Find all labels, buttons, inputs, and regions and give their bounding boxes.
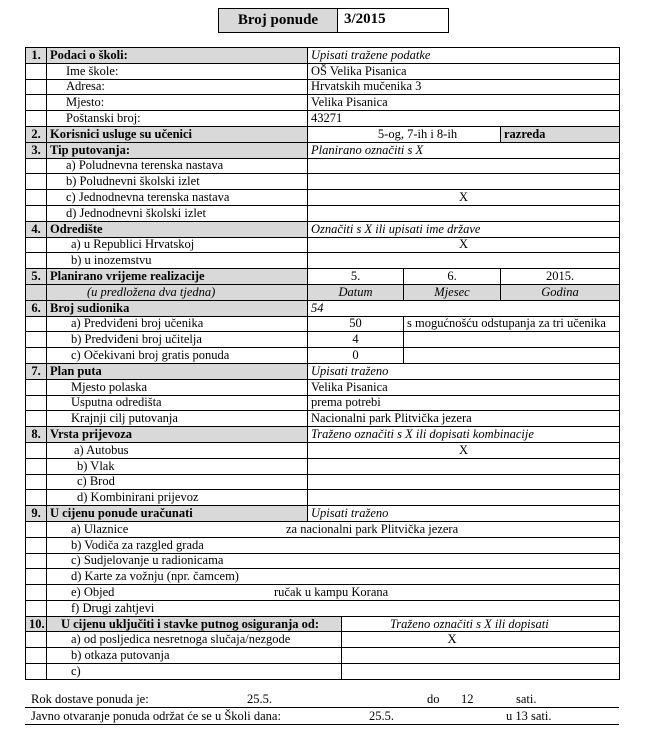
date-month-field[interactable]: 6. <box>404 269 501 285</box>
section-hint: Traženo označiti s X ili dopisati <box>342 616 620 632</box>
insurance-option: a) od posljedica nesretnoga slučaja/nezgode <box>47 632 342 648</box>
public-opening-label: Javno otvaranje ponuda održat će se u Školi dana: <box>31 709 281 723</box>
deadline-until: do <box>427 692 440 706</box>
section-3-header <box>26 142 620 158</box>
transport-option: b) Vlak <box>47 458 308 474</box>
table-row <box>26 442 620 458</box>
included-item[interactable]: c) Sudjelovanje u radionicama <box>47 553 620 569</box>
table-row <box>26 379 620 395</box>
table-row <box>26 411 620 427</box>
destination-mark-field[interactable]: X <box>308 237 620 253</box>
final-destination-label: Krajnji cilj putovanja <box>47 411 308 427</box>
table-row <box>26 664 620 680</box>
section-number: 7. <box>26 363 47 379</box>
offer-deadline-row <box>25 691 619 707</box>
section-1-header <box>26 48 620 64</box>
destination-option: a) u Republici Hrvatskoj <box>47 237 308 253</box>
section-6-header <box>26 300 620 316</box>
classes-suffix: razreda <box>501 126 620 142</box>
included-item[interactable]: f) Drugi zahtjevi <box>47 600 620 616</box>
section-title: Odredište <box>47 221 308 237</box>
section-number: 1. <box>26 48 47 64</box>
included-item-label: e) Objed <box>71 584 115 599</box>
included-item-label: a) Ulaznice <box>71 521 129 536</box>
city-label: Mjesto: <box>47 95 308 111</box>
table-row <box>26 521 620 537</box>
section-title: Korisnici usluge su učenici <box>47 126 308 142</box>
address-label: Adresa: <box>47 79 308 95</box>
included-item-value: ručak u kampu Korana <box>274 584 389 599</box>
insurance-mark-field[interactable]: X <box>342 632 620 648</box>
section-subtitle: (u predložena dva tjedna) <box>47 284 308 300</box>
included-item[interactable]: b) Vodiča za razgled grada <box>47 537 620 553</box>
free-offers-field[interactable]: 0 <box>308 348 404 364</box>
transport-option: a) Autobus <box>47 442 308 458</box>
offer-number-value[interactable]: 3/2015 <box>344 11 386 27</box>
section-number: 6. <box>26 300 47 316</box>
date-day-label: Datum <box>308 284 404 300</box>
table-row <box>26 348 620 364</box>
offer-number-box <box>218 8 449 33</box>
city-field[interactable]: Velika Pisanica <box>308 95 620 111</box>
school-name-label: Ime škole: <box>47 63 308 79</box>
insurance-mark-field[interactable] <box>342 664 620 680</box>
postal-code-label: Poštanski broj: <box>47 111 308 127</box>
table-row <box>26 158 620 174</box>
offer-form-table <box>25 47 620 680</box>
table-row <box>26 205 620 221</box>
section-number: 2. <box>26 126 47 142</box>
student-classes-field[interactable]: 5-og, 7-ih i 8-ih <box>308 126 501 142</box>
participants-label: a) Predviđeni broj učenika <box>47 316 308 332</box>
section-7-header <box>26 363 620 379</box>
public-opening-date[interactable]: 25.5. <box>369 709 394 723</box>
public-opening-row <box>25 708 619 724</box>
school-name-field[interactable]: OŠ Velika Pisanica <box>308 63 620 79</box>
date-year-label: Godina <box>501 284 620 300</box>
section-hint: Označiti s X ili upisati ime države <box>308 221 620 237</box>
insurance-mark-field[interactable] <box>342 648 620 664</box>
table-row <box>26 490 620 506</box>
table-row <box>26 316 620 332</box>
section-number: 10. <box>26 616 47 632</box>
table-row <box>26 600 620 616</box>
section-hint: Planirano označiti s X <box>308 142 620 158</box>
trip-type-option: a) Poludnevna terenska nastava <box>47 158 308 174</box>
deadline-label: Rok dostave ponuda je: <box>31 692 149 706</box>
table-row <box>26 632 620 648</box>
section-title: Broj sudionika <box>47 300 308 316</box>
table-row <box>26 253 620 269</box>
transport-mark-field[interactable]: X <box>308 442 620 458</box>
deadline-hour[interactable]: 12 <box>461 692 474 706</box>
table-row <box>26 332 620 348</box>
departure-label: Mjesto polaska <box>47 379 308 395</box>
section-8-header <box>26 427 620 443</box>
departure-field[interactable]: Velika Pisanica <box>308 379 620 395</box>
included-item[interactable]: d) Karte za vožnju (npr. čamcem) <box>47 569 620 585</box>
trip-type-mark-field[interactable] <box>308 158 620 174</box>
table-row <box>26 79 620 95</box>
section-number: 9. <box>26 506 47 522</box>
table-row <box>26 648 620 664</box>
transport-mark-field[interactable] <box>308 474 620 490</box>
divider <box>25 724 619 725</box>
table-row <box>26 63 620 79</box>
postal-code-field[interactable]: 43271 <box>308 111 620 127</box>
table-row <box>26 237 620 253</box>
section-2-header <box>26 126 620 142</box>
section-title: Tip putovanja: <box>47 142 308 158</box>
table-row <box>26 474 620 490</box>
table-row <box>26 111 620 127</box>
section-number: 5. <box>26 269 47 285</box>
final-destination-field[interactable]: Nacionalni park Plitvička jezera <box>308 411 620 427</box>
deadline-date[interactable]: 25.5. <box>247 692 272 706</box>
table-row <box>26 553 620 569</box>
section-4-header <box>26 221 620 237</box>
table-row <box>26 174 620 190</box>
table-row <box>26 190 620 206</box>
trip-type-mark-field[interactable]: X <box>308 190 620 206</box>
table-row <box>26 537 620 553</box>
section-number: 8. <box>26 427 47 443</box>
section-title: U cijenu uključiti i stavke putnog osiguranja od: <box>47 616 342 632</box>
section-5-header <box>26 269 620 285</box>
insurance-option: c) <box>47 664 342 680</box>
transport-mark-field[interactable] <box>308 490 620 506</box>
section-number: 4. <box>26 221 47 237</box>
trip-type-mark-field[interactable] <box>308 205 620 221</box>
date-year-field[interactable]: 2015. <box>501 269 620 285</box>
section-title: Planirano vrijeme realizacije <box>47 269 308 285</box>
date-month-label: Mjesec <box>404 284 501 300</box>
trip-type-option: d) Jednodnevni školski izlet <box>47 205 308 221</box>
table-row <box>26 284 620 300</box>
table-row <box>26 585 620 601</box>
destination-option: b) u inozemstvu <box>47 253 308 269</box>
included-item[interactable] <box>47 585 620 601</box>
section-number: 3. <box>26 142 47 158</box>
section-hint: Traženo označiti s X ili dopisati kombinacije <box>308 427 620 443</box>
destination-mark-field[interactable] <box>308 253 620 269</box>
students-count-field[interactable]: 50 <box>308 316 404 332</box>
section-title: Podaci o školi: <box>47 48 308 64</box>
section-hint: Upisati traženo <box>308 363 620 379</box>
insurance-option: b) otkaza putovanja <box>47 648 342 664</box>
section-title: Plan puta <box>47 363 308 379</box>
table-row <box>26 458 620 474</box>
transport-mark-field[interactable] <box>308 458 620 474</box>
section-hint: Upisati tražene podatke <box>308 48 620 64</box>
date-day-field[interactable]: 5. <box>308 269 404 285</box>
participants-label: c) Očekivani broj gratis ponuda <box>47 348 308 364</box>
trip-type-option: b) Poludnevni školski izlet <box>47 174 308 190</box>
section-hint: Upisati traženo <box>308 506 620 522</box>
waypoints-label: Usputna odredišta <box>47 395 308 411</box>
section-title: U cijenu ponude uračunati <box>47 506 308 522</box>
section-9-header <box>26 506 620 522</box>
transport-option: d) Kombinirani prijevoz <box>47 490 308 506</box>
transport-option: c) Brod <box>47 474 308 490</box>
section-title: Vrsta prijevoza <box>47 427 308 443</box>
table-row <box>26 395 620 411</box>
deadline-hours-unit: sati. <box>516 692 537 706</box>
public-opening-time[interactable]: u 13 sati. <box>506 709 552 723</box>
waypoints-field[interactable]: prema potrebi <box>308 395 620 411</box>
section-10-header <box>26 616 620 632</box>
participants-label: b) Predviđeni broj učitelja <box>47 332 308 348</box>
included-item[interactable] <box>47 521 620 537</box>
included-item-value: za nacionalni park Plitvička jezera <box>286 521 459 536</box>
table-row <box>26 95 620 111</box>
students-note: s mogućnošću odstupanja za tri učenika <box>404 316 620 332</box>
table-row <box>26 569 620 585</box>
trip-type-option: c) Jednodnevna terenska nastava <box>47 190 308 206</box>
teachers-count-field[interactable]: 4 <box>308 332 404 348</box>
trip-type-mark-field[interactable] <box>308 174 620 190</box>
offer-number-label: Broj ponude <box>219 9 338 32</box>
address-field[interactable]: Hrvatskih mučenika 3 <box>308 79 620 95</box>
total-participants-field[interactable]: 54 <box>308 300 620 316</box>
